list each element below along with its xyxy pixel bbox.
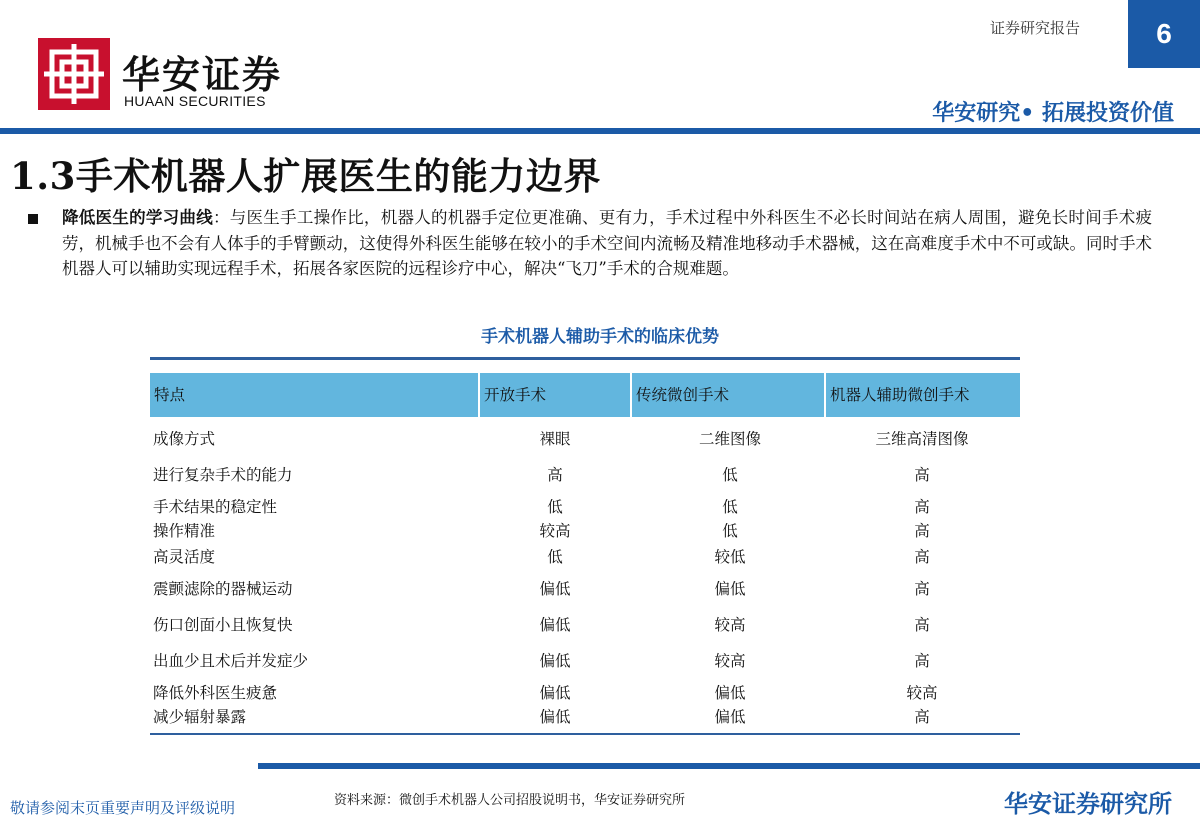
table-bottom-rule [150, 733, 1020, 735]
table-row [150, 519, 1020, 543]
table-top-rule [150, 357, 1020, 360]
body-paragraph [62, 205, 1152, 282]
header-cell-robot-mis: 机器人辅助微创手术 [826, 373, 1020, 417]
row-robot: 高 [914, 616, 930, 634]
row-open: 偏低 [539, 684, 571, 702]
header-cell-feature: 特点 [150, 373, 478, 417]
row-open: 偏低 [539, 708, 571, 726]
row-feature: 手术结果的稳定性 [153, 498, 278, 516]
row-robot: 高 [914, 498, 930, 516]
row-traditional: 较高 [714, 652, 746, 670]
row-traditional: 偏低 [714, 684, 746, 702]
row-robot: 高 [914, 652, 930, 670]
table-row [150, 649, 1020, 673]
header-divider [0, 128, 1200, 134]
row-open: 低 [547, 498, 563, 516]
logo-knot-icon [38, 38, 110, 110]
table-source-note: 资料来源：微创手术机器人公司招股说明书，华安证券研究所 [334, 793, 686, 808]
row-traditional: 较低 [714, 548, 746, 566]
table-row [150, 495, 1020, 519]
row-feature: 成像方式 [153, 430, 216, 448]
row-traditional: 低 [722, 466, 738, 484]
row-feature: 减少辐射暴露 [153, 708, 247, 726]
row-open: 偏低 [539, 616, 571, 634]
table-row [150, 463, 1020, 487]
bullet-square-icon [28, 214, 38, 224]
table-row [150, 427, 1020, 451]
row-traditional: 偏低 [714, 580, 746, 598]
row-open: 低 [547, 548, 563, 566]
row-feature: 操作精准 [153, 522, 216, 540]
page-number: 6 [1128, 0, 1200, 68]
row-robot: 三维高清图像 [875, 430, 969, 448]
table-row [150, 705, 1020, 729]
row-robot: 高 [914, 548, 930, 566]
footer-disclaimer: 敬请参阅末页重要声明及评级说明 [10, 799, 236, 817]
table-row [150, 681, 1020, 705]
bullet-lead: 降低医生的学习曲线 [62, 208, 213, 227]
row-traditional: 低 [722, 498, 738, 516]
table-row [150, 577, 1020, 601]
row-feature: 高灵活度 [153, 548, 216, 566]
row-feature: 伤口创面小且恢复快 [153, 616, 293, 634]
table-row [150, 545, 1020, 569]
row-traditional: 低 [722, 522, 738, 540]
header-slogan: 华安研究• 拓展投资价值 [932, 101, 1174, 126]
footer-divider [258, 763, 1200, 769]
section-title: 1.3手术机器人扩展医生的能力边界 [10, 154, 601, 198]
row-robot: 高 [914, 522, 930, 540]
row-robot: 高 [914, 466, 930, 484]
row-traditional: 二维图像 [698, 430, 761, 448]
row-open: 裸眼 [539, 430, 571, 448]
row-robot: 较高 [906, 684, 938, 702]
row-traditional: 较高 [714, 616, 746, 634]
report-type-label: 证券研究报告 [990, 19, 1081, 37]
row-open: 较高 [539, 522, 571, 540]
table-header-row [150, 373, 1020, 417]
row-open: 高 [547, 466, 563, 484]
header-cell-open-surgery: 开放手术 [480, 373, 630, 417]
row-robot: 高 [914, 580, 930, 598]
row-open: 偏低 [539, 580, 571, 598]
bullet-text: ：与医生手工操作比，机器人的机器手定位更准确、更有力，手术过程中外科医生不必长时间站在病人周围，避免长时间手术疲劳，机械手也不会有人体手的手臂颤动，这使得外科医生能够在较小的手术空间内流畅及精准地移动手术器械，这在高难度手术中不可或缺。同时手术机器人可以辅助实现远程手术，拓展各家医院的远程诊疗中心，解决“飞刀”手术的合规难题。 [62, 208, 1153, 278]
company-logo-emblem [38, 38, 110, 110]
logo-chinese-name: 华安证券 [122, 52, 283, 97]
row-feature: 降低外科医生疲惫 [153, 684, 278, 702]
row-open: 偏低 [539, 652, 571, 670]
row-feature: 震颤滤除的器械运动 [153, 580, 293, 598]
logo-english-name: HUAAN SECURITIES [124, 93, 266, 109]
row-robot: 高 [914, 708, 930, 726]
table-row [150, 613, 1020, 637]
row-feature: 进行复杂手术的能力 [153, 466, 293, 484]
row-traditional: 偏低 [714, 708, 746, 726]
header-cell-traditional-mis: 传统微创手术 [632, 373, 824, 417]
footer-brand: 华安证券研究所 [1004, 790, 1172, 818]
table-title: 手术机器人辅助手术的临床优势 [481, 327, 719, 347]
row-feature: 出血少且术后并发症少 [153, 652, 309, 670]
